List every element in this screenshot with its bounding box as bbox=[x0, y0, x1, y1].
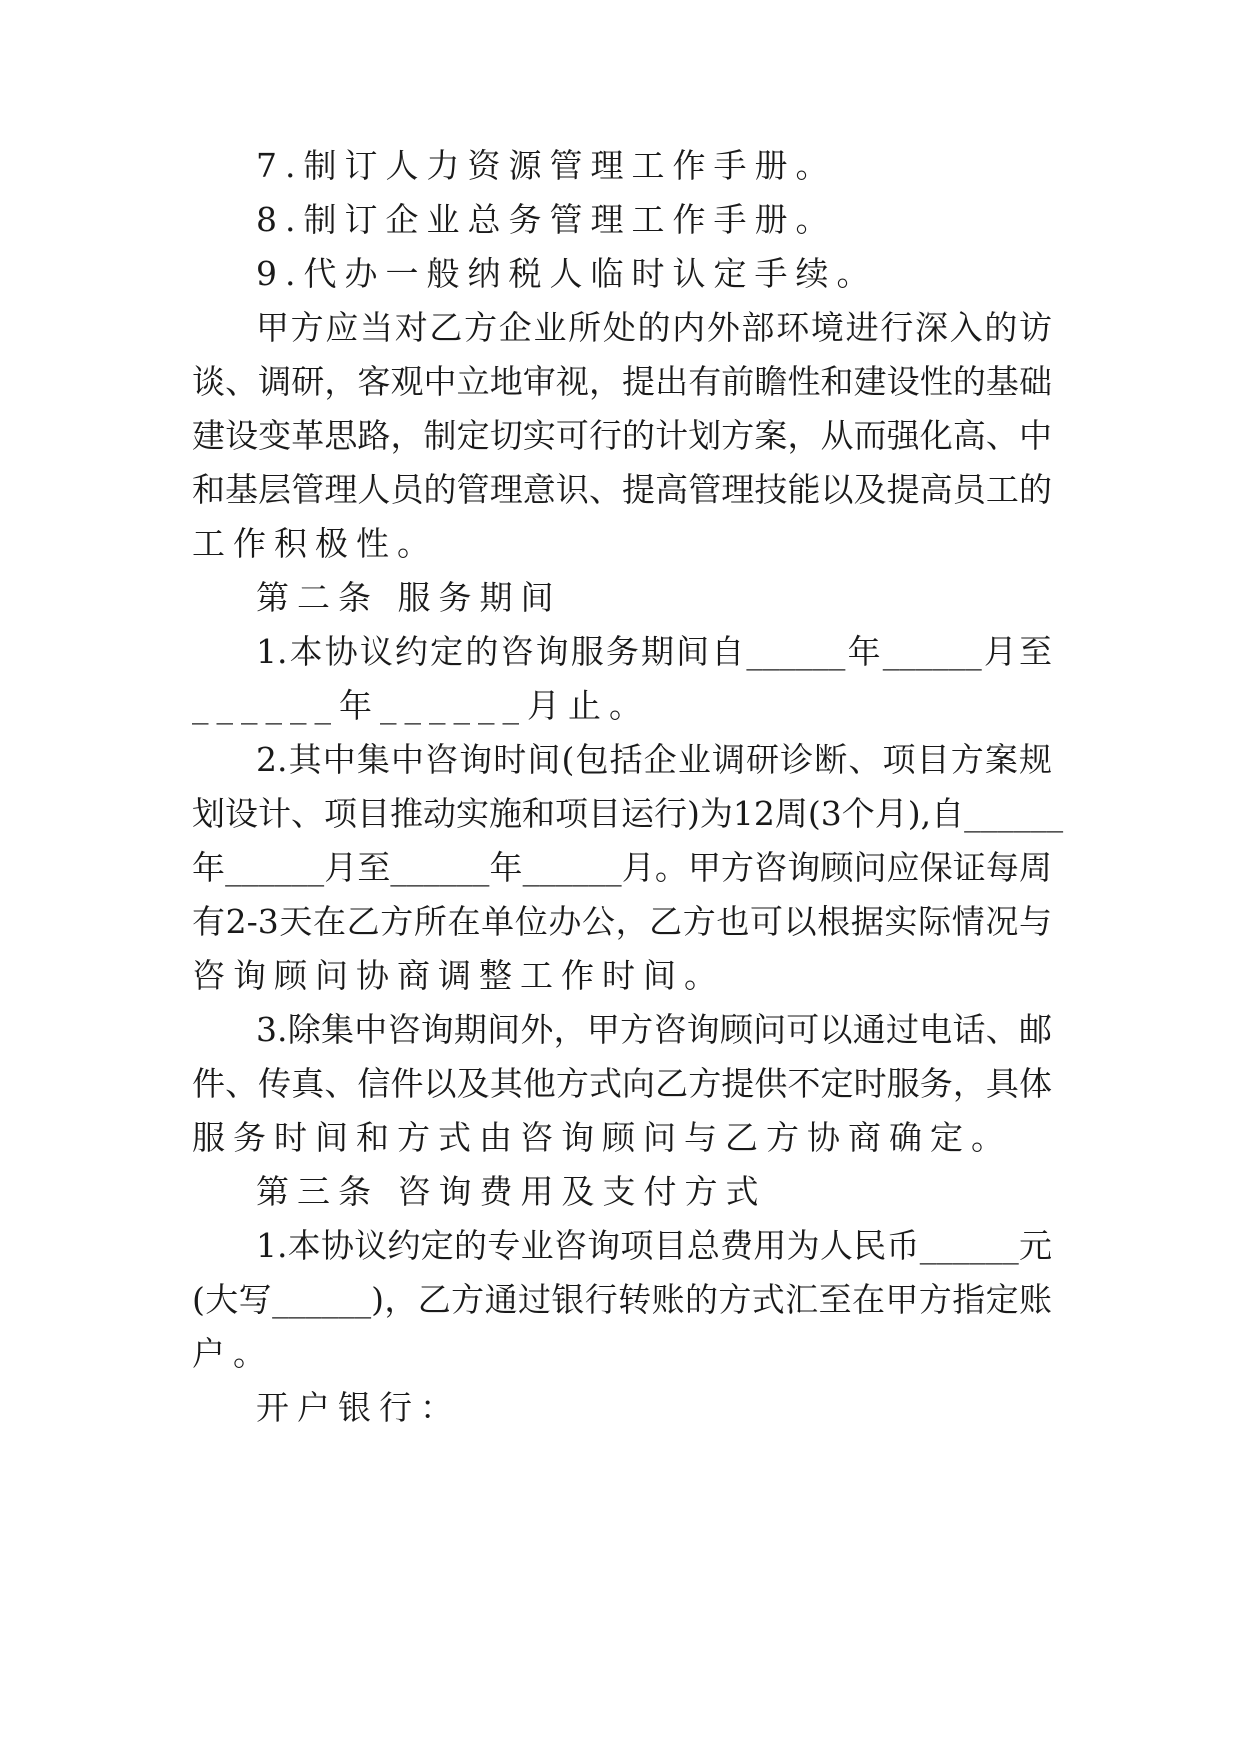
paragraph-line: 和基层管理人员的管理意识、提高管理技能以及提高员工的 bbox=[192, 470, 1052, 509]
paragraph-line: 建设变革思路，制定切实可行的计划方案，从而强化高、中 bbox=[192, 416, 1052, 455]
paragraph-line: 谈、调研，客观中立地审视，提出有前瞻性和建设性的基础 bbox=[192, 362, 1052, 401]
bank-label: 开户银行： bbox=[256, 1388, 461, 1427]
list-item-8: 8.制订企业总务管理工作手册。 bbox=[256, 200, 837, 239]
paragraph-line: 年______月至______年______月。甲方咨询顾问应保证每周 bbox=[192, 848, 1052, 887]
paragraph-line: 件、传真、信件以及其他方式向乙方提供不定时服务，具体 bbox=[192, 1064, 1052, 1103]
paragraph-line: ______年______月止。 bbox=[192, 686, 650, 725]
paragraph-line: 户。 bbox=[192, 1334, 274, 1373]
paragraph-line: 1.本协议约定的咨询服务期间自______年______月至 bbox=[256, 632, 1052, 671]
list-item-9: 9.代办一般纳税人临时认定手续。 bbox=[256, 254, 878, 293]
section-heading-article-3: 第三条 咨询费用及支付方式 bbox=[256, 1172, 767, 1211]
paragraph-line: 咨询顾问协商调整工作时间。 bbox=[192, 956, 725, 995]
paragraph-line: 1.本协议约定的专业咨询项目总费用为人民币______元 bbox=[256, 1226, 1052, 1265]
paragraph-line: 甲方应当对乙方企业所处的内外部环境进行深入的访 bbox=[256, 308, 1052, 347]
paragraph-line: (大写______)，乙方通过银行转账的方式汇至在甲方指定账 bbox=[192, 1280, 1052, 1319]
paragraph-line: 3.除集中咨询期间外，甲方咨询顾问可以通过电话、邮 bbox=[256, 1010, 1052, 1049]
paragraph-line: 服务时间和方式由咨询顾问与乙方协商确定。 bbox=[192, 1118, 1012, 1157]
paragraph-line: 工作积极性。 bbox=[192, 524, 438, 563]
paragraph-line: 2.其中集中咨询时间(包括企业调研诊断、项目方案规 bbox=[256, 740, 1052, 779]
section-heading-article-2: 第二条 服务期间 bbox=[256, 578, 562, 617]
paragraph-line: 有2-3天在乙方所在单位办公，乙方也可以根据实际情况与 bbox=[192, 902, 1052, 941]
paragraph-line: 划设计、项目推动实施和项目运行)为12周(3个月),自______ bbox=[192, 794, 1064, 833]
list-item-7: 7.制订人力资源管理工作手册。 bbox=[256, 146, 837, 185]
